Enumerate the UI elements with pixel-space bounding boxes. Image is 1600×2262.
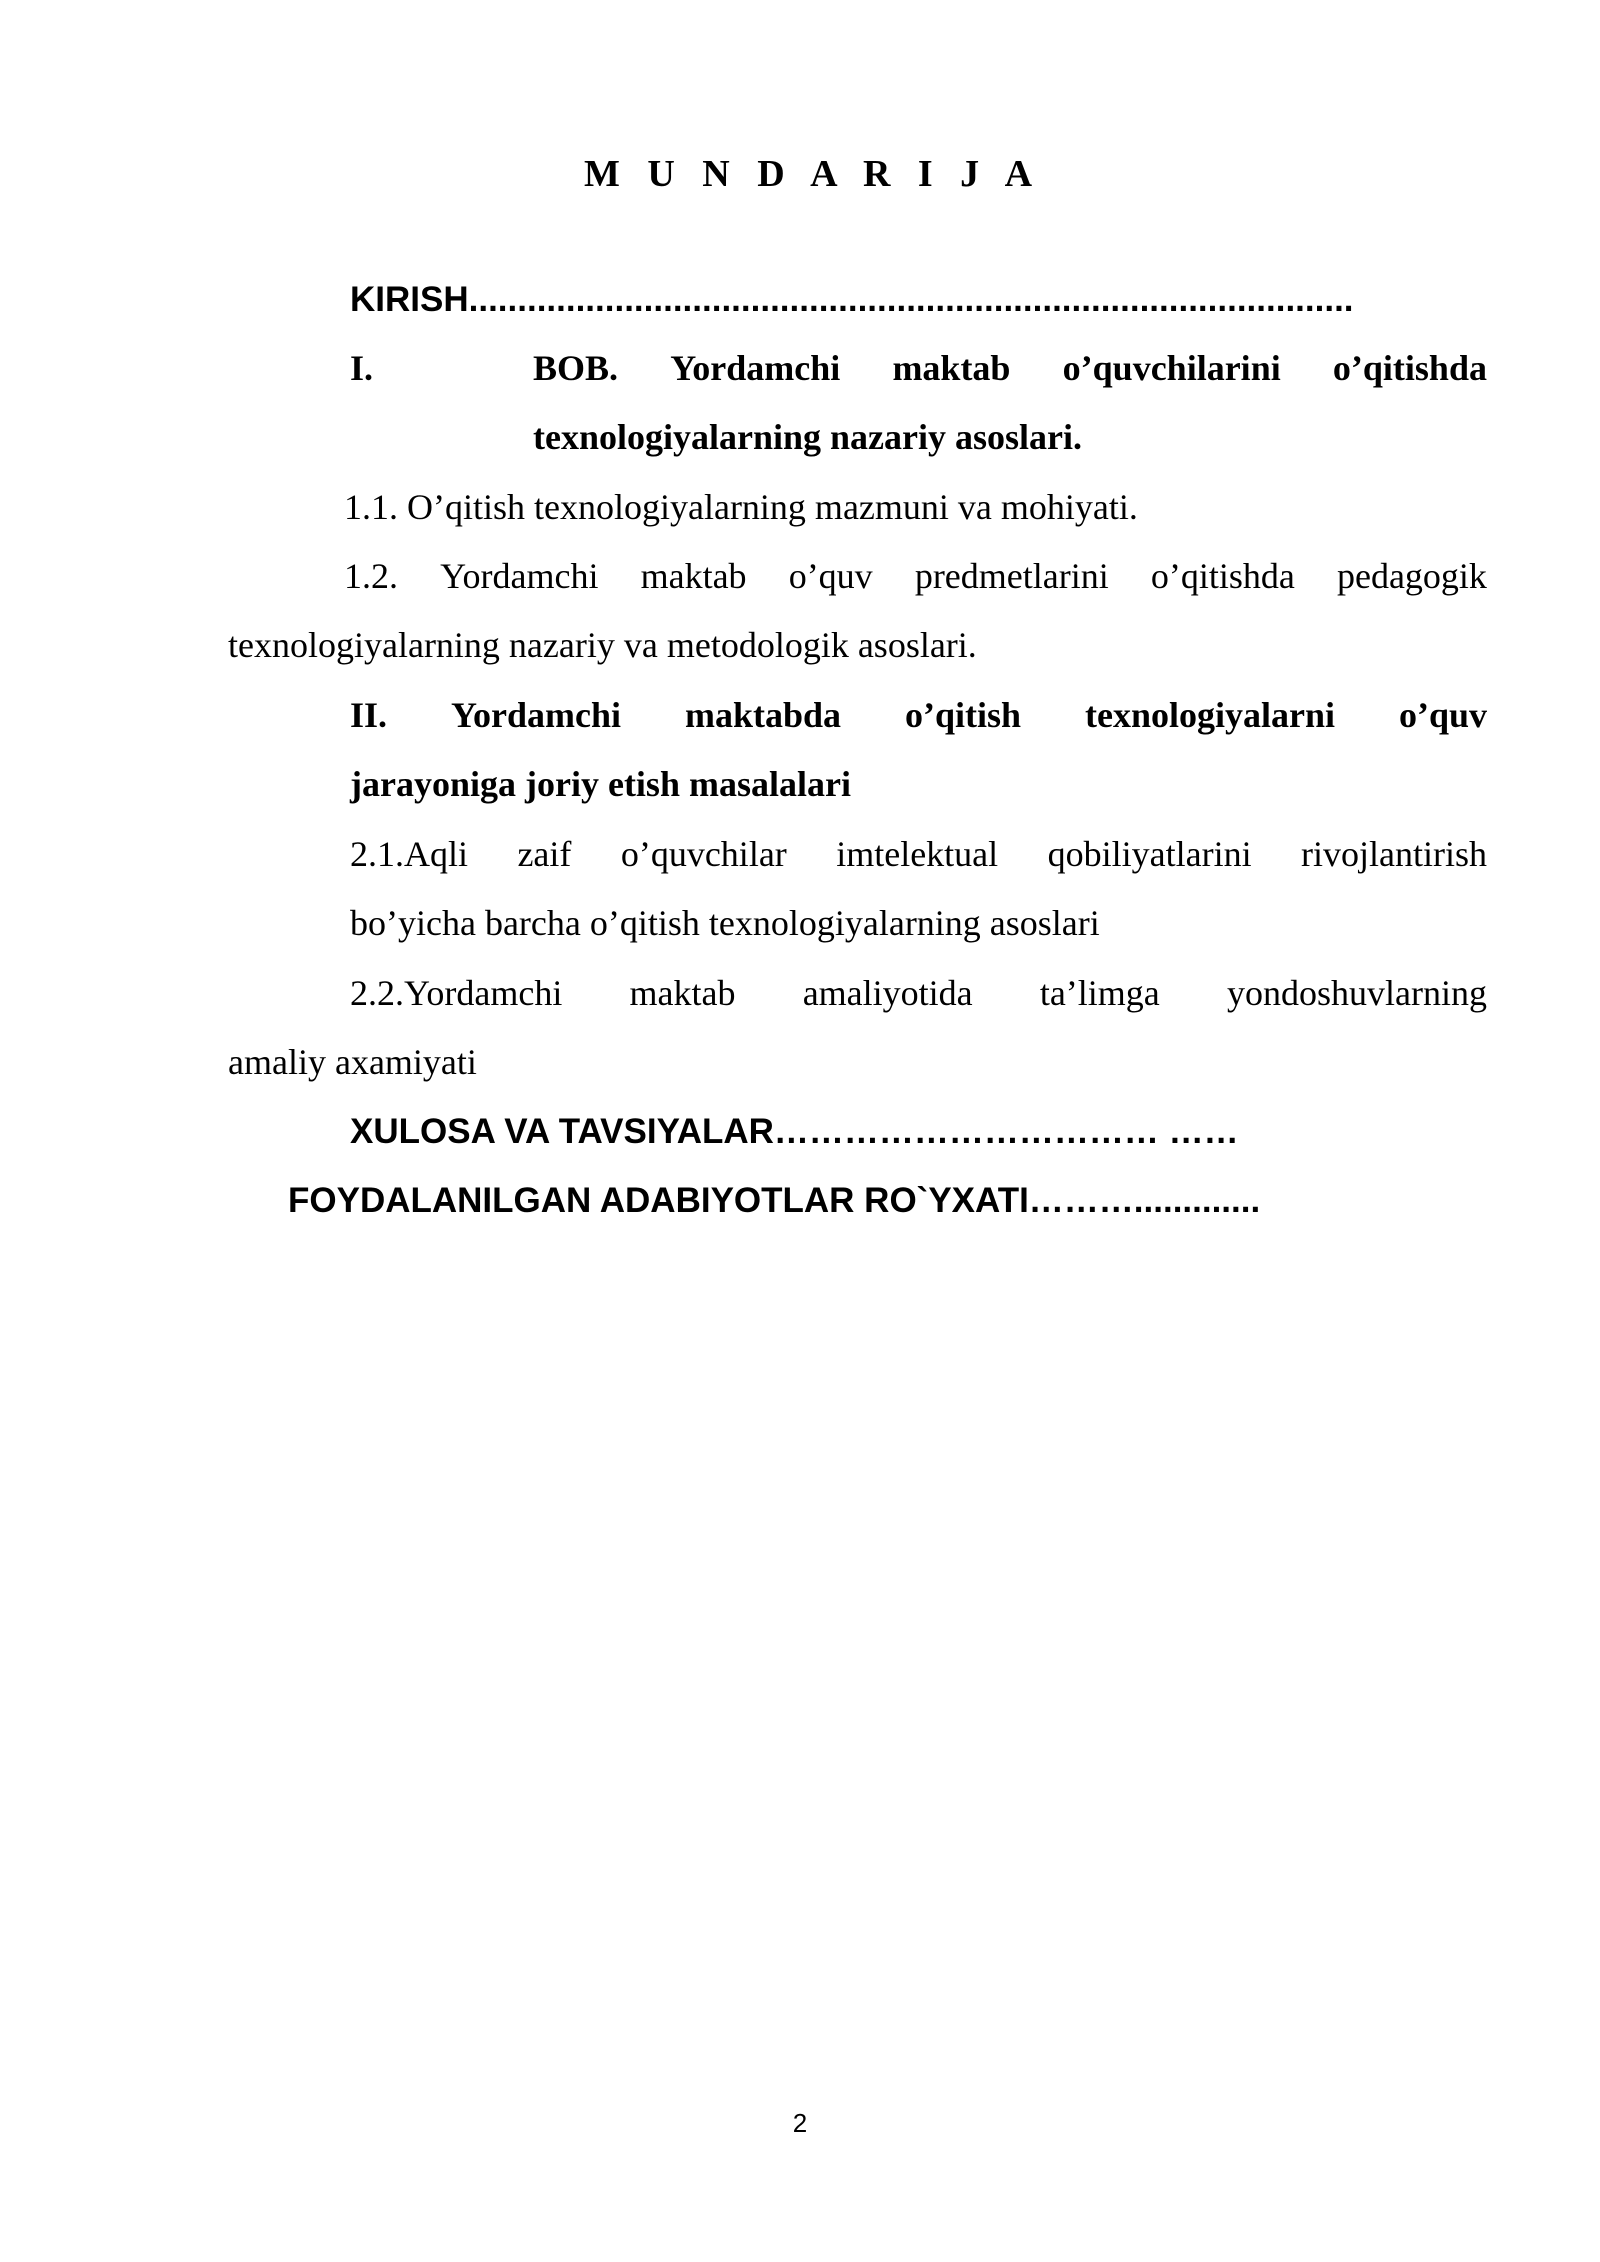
toc-entry-1-2-line1 [344,554,1487,598]
toc-word: Yordamchi [440,556,599,596]
toc-word: Yordamchi [451,695,621,735]
toc-word: amaliyotida [802,973,973,1013]
toc-word: maktabda [684,695,842,735]
toc-word: pedagogik [1336,556,1487,596]
page-number: 2 [792,2108,808,2138]
toc-entry-1-2-line2: texnologiyalarning nazariy va metodologik asoslari. [228,625,977,665]
toc-word: 2.1.Aqli [350,834,469,874]
toc-word: o’qitishda [1332,348,1487,388]
toc-word: o’qitishda [1150,556,1295,596]
toc-entry-2-1-line1 [350,832,1487,876]
toc-entry-references: FOYDALANILGAN ADABIYOTLAR RO`YXATI………............. [288,1181,1261,1220]
toc-word: rivojlantirish [1301,834,1487,874]
toc-entry-2-1-line2: bo’yicha barcha o’qitish texnologiyalarning asoslari [350,903,1100,943]
toc-entry-2-2-line1 [350,971,1487,1015]
chapter-1-number: I. [350,348,374,388]
toc-word: qobiliyatlarini [1047,834,1252,874]
toc-title: M U N D A R I J A [584,153,1042,195]
chapter-2-title-line2: jarayoniga joriy etish masalalari [350,764,851,804]
toc-word: BOB. [533,348,619,388]
toc-word: maktab [640,556,747,596]
toc-entry-kirish: KIRISH........................................................................................... [350,280,1354,319]
toc-word: Yordamchi [670,348,841,388]
toc-entry-conclusion: XULOSA VA TAVSIYALAR…………………………… …… [350,1112,1239,1151]
toc-word: predmetlarini [914,556,1109,596]
toc-word: maktab [892,348,1011,388]
toc-word: 1.2. [344,556,398,596]
chapter-1-title-line1 [533,346,1487,390]
chapter-1-title-line2: texnologiyalarning nazariy asoslari. [533,417,1082,457]
toc-word: texnologiyalarni [1085,695,1335,735]
toc-word: 2.2.Yordamchi [350,973,563,1013]
toc-entry-2-2-line2: amaliy axamiyati [228,1042,477,1082]
toc-entry-1-1: 1.1. O’qitish texnologiyalarning mazmuni va mohiyati. [344,487,1138,527]
toc-word: yondoshuvlarning [1226,973,1487,1013]
toc-word: ta’limga [1039,973,1160,1013]
toc-word: o’quvchilar [620,834,787,874]
toc-word: II. [350,695,388,735]
toc-word: maktab [629,973,736,1013]
toc-word: o’quv [788,556,873,596]
chapter-2-title-line1 [350,693,1487,737]
toc-word: o’quv [1398,695,1487,735]
toc-word: o’qitish [904,695,1022,735]
toc-word: o’quvchilarini [1062,348,1281,388]
toc-word: zaif [517,834,572,874]
toc-word: imtelektual [836,834,999,874]
